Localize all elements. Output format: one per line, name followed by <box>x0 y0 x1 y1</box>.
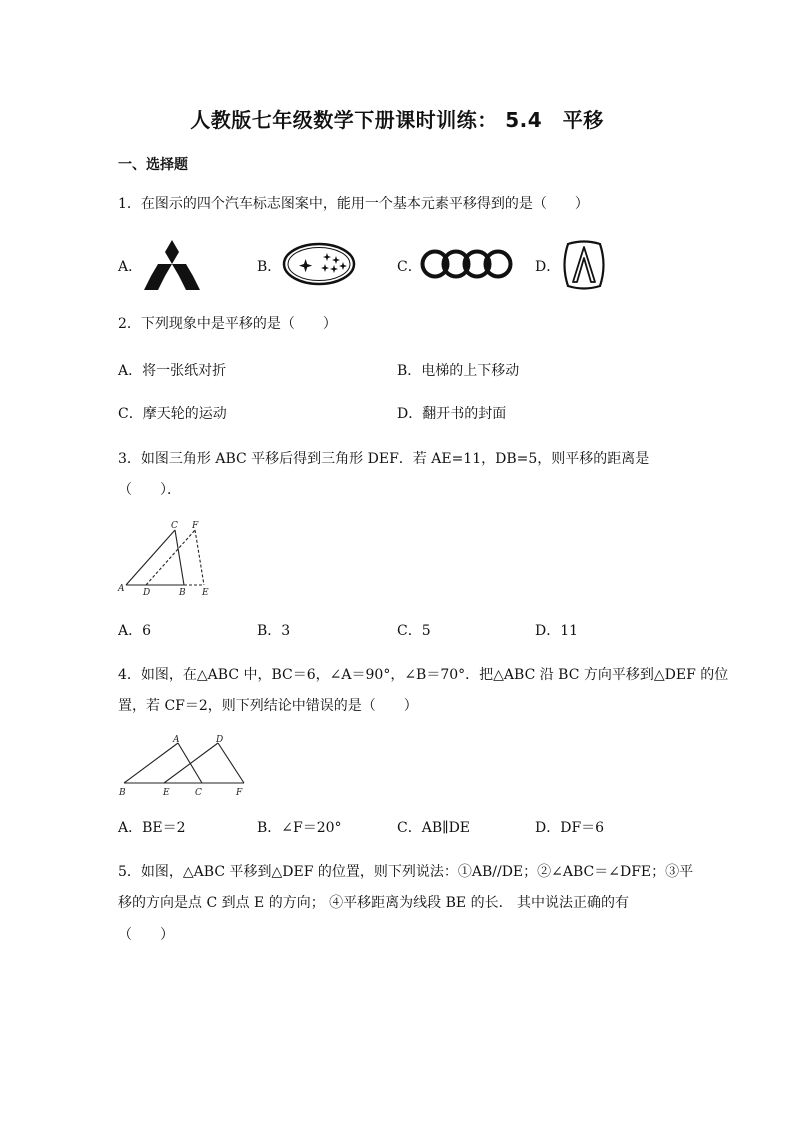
q3-option-a-text: 6 <box>142 623 152 639</box>
q1-option-a-label: A． <box>118 259 143 275</box>
q3-option-c-label: C． <box>397 623 422 639</box>
q4-option-b <box>257 817 342 837</box>
q3-option-c <box>397 620 431 640</box>
section-heading: 一、选择题 <box>118 157 188 173</box>
question-5-stem-line3: （ ） <box>118 927 174 943</box>
q3-option-b <box>257 620 290 640</box>
q2-option-d <box>397 403 506 423</box>
q3-option-a <box>118 620 151 640</box>
q1-option-d-label: D． <box>535 259 561 275</box>
q1-option-c-label: C． <box>397 259 422 275</box>
question-5-stem-line1: 5．如图，△ABC 平移到△DEF 的位置，则下列说法：①AB//DE；②∠ABC＝∠DFE；③平 <box>118 864 694 880</box>
q4-option-b-text: ∠F＝20° <box>281 820 342 836</box>
q3-option-b-label: B． <box>257 623 282 639</box>
q3-label-b: B <box>179 588 186 598</box>
q3-option-d-label: D． <box>535 623 561 639</box>
page-title: 人教版七年级数学下册课时训练： 5.4 平移 <box>190 108 604 132</box>
q4-label-b: B <box>119 788 126 798</box>
question-4-stem-line2: 置，若 CF＝2，则下列结论中错误的是（ ） <box>118 698 418 714</box>
q4-label-c: C <box>195 788 202 798</box>
q2-option-d-text: 翻开书的封面 <box>422 406 507 422</box>
mitsubishi-logo-icon <box>144 240 200 292</box>
q3-label-e: E <box>202 588 209 598</box>
q4-triangle-figure <box>116 730 252 800</box>
q3-option-b-text: 3 <box>281 623 291 639</box>
q4-option-c-label: C． <box>397 820 422 836</box>
q4-option-b-label: B． <box>257 820 282 836</box>
q4-option-c <box>397 817 470 837</box>
q3-option-d <box>535 620 578 640</box>
q4-option-c-text: AB∥DE <box>421 820 471 836</box>
question-5-stem-line2: 移的方向是点 C 到点 E 的方向； ④平移距离为线段 BE 的长． 其中说法正确的有 <box>118 895 630 911</box>
q2-option-b-label: B． <box>397 363 422 379</box>
audi-rings-icon <box>420 248 514 280</box>
q3-label-a: A <box>118 584 125 594</box>
q3-label-c: C <box>171 521 178 531</box>
q3-triangle-figure <box>116 518 222 598</box>
q2-option-b-text: 电梯的上下移动 <box>421 363 520 379</box>
q4-label-a: A <box>173 735 180 745</box>
q2-option-c <box>118 403 227 423</box>
q2-option-a-text: 将一张纸对折 <box>142 363 227 379</box>
q4-option-a <box>118 817 186 837</box>
question-3-stem-line1: 3．如图三角形 ABC 平移后得到三角形 DEF．若 AE=11，DB=5，则平移的距离是 <box>118 451 650 467</box>
q3-option-a-label: A． <box>118 623 143 639</box>
acura-logo-icon <box>560 240 608 290</box>
subaru-logo-icon <box>282 242 356 286</box>
question-3-stem-line2: （ ）． <box>118 482 181 498</box>
q2-option-a <box>118 360 226 380</box>
q3-label-d: D <box>143 588 151 598</box>
q3-option-c-text: 5 <box>421 623 431 639</box>
q4-option-d <box>535 817 604 837</box>
q4-label-e: E <box>163 788 170 798</box>
q4-option-a-label: A． <box>118 820 143 836</box>
question-2-stem: 2．下列现象中是平移的是（ ） <box>118 316 337 332</box>
q2-option-c-label: C． <box>118 406 143 422</box>
q4-option-d-label: D． <box>535 820 561 836</box>
q3-option-d-text: 11 <box>560 623 579 639</box>
q2-option-b <box>397 360 519 380</box>
q4-label-d: D <box>216 735 224 745</box>
q1-option-b-label: B． <box>257 259 282 275</box>
question-1-stem: 1．在图示的四个汽车标志图案中，能用一个基本元素平移得到的是（ ） <box>118 196 589 212</box>
q2-option-a-label: A． <box>118 363 143 379</box>
q4-label-f: F <box>236 788 243 798</box>
q4-option-a-text: BE＝2 <box>142 820 186 836</box>
q2-option-c-text: 摩天轮的运动 <box>142 406 227 422</box>
q4-option-d-text: DF＝6 <box>560 820 605 836</box>
q3-label-f: F <box>192 521 199 531</box>
q2-option-d-label: D． <box>397 406 423 422</box>
question-4-stem-line1: 4．如图，在△ABC 中，BC＝6，∠A＝90°，∠B＝70°．把△ABC 沿 BC 方向平移到△DEF 的位 <box>118 667 729 683</box>
